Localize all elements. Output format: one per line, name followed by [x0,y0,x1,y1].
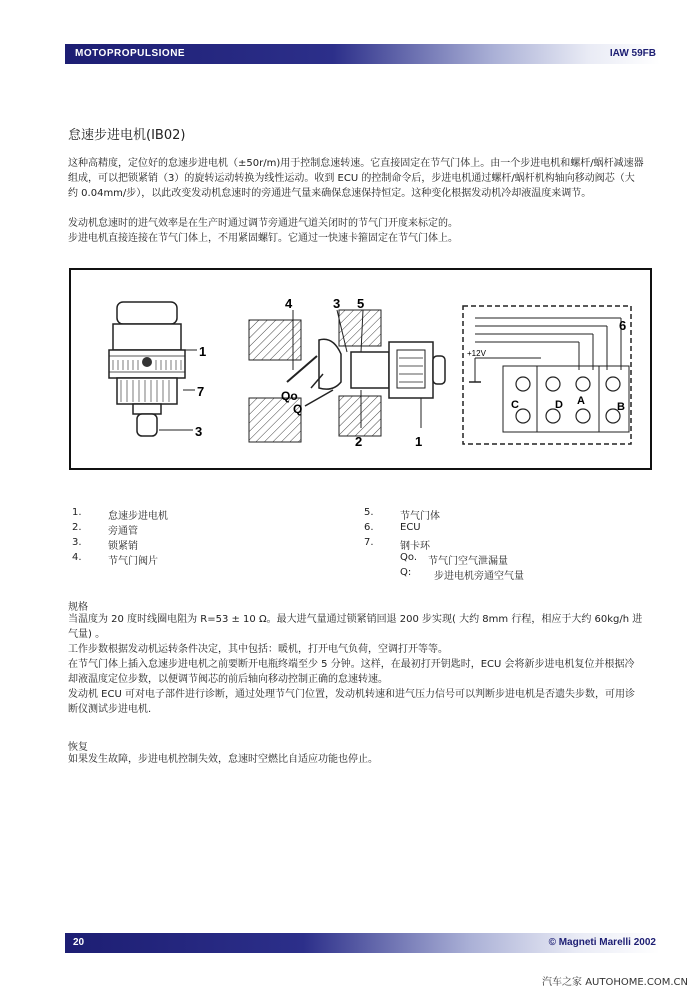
legend-num-5: 5. [364,507,374,518]
label-1: 1 [199,344,207,359]
legend-text-q: 步进电机旁通空气量 [434,571,524,582]
legend-num-1: 1. [72,507,82,518]
label-2: 2 [355,434,363,449]
specs-line-1: 当温度为 20 度时线圈电阻为 R=53 ± 10 Ω。最大进气量通过锁紧销回退 200 步实现( 大约 8mm 行程，相应于大约 60kg/h 进气量) 。 [68,614,643,640]
legend-text-3: 锁紧销 [108,541,138,552]
footer-bar [65,933,660,953]
ecu-wiring-diagram [463,306,631,444]
page-title: 怠速步进电机(IB02) [68,128,186,143]
intro-paragraph-1: 这种高精度，定位好的怠速步进电机（±50r/m)用于控制怠速转速。它直接固定在节气门体上。由一个步进电机和螺杆/蜗杆减速器组成，可以把锁紧销（3）的旋转运动转换为线性运动。收到 ECU 的控制命令后，步进电机通过螺杆/蜗杆机构轴向移动阀芯（大约 0.04mm/步），以此改变发动机怠速时的旁通进气量来确保怠速保持恒定。这种变化根据发动机冷却液温度来调节。 [68,158,644,199]
specs-line-2: 工作步数根据发动机运转条件决定，其中包括：暖机，打开电气负荷，空调打开等等。 [68,644,448,655]
label-3b: 3 [333,296,341,311]
label-b: B [617,401,625,413]
legend-num-7: 7. [364,537,374,548]
legend-num-3: 3. [72,537,82,548]
legend-text-6: ECU [400,522,421,533]
label-d: D [555,399,563,411]
legend-text-5: 节气门体 [400,511,440,522]
section-title: MOTOPROPULSIONE [75,48,186,59]
legend-text-7: 钢卡环 [400,541,430,552]
specs-heading: 规格 [68,602,88,613]
document-code: IAW 59FB [609,48,656,59]
specs-line-3: 在节气门体上插入怠速步进电机之前要断开电瓶终端至少 5 分钟。这样，在最初打开钥匙时，ECU 会将新步进电机复位并根据冷却液温度定位步数，以便调节阀芯的前后轴向移动控制正确的怠速转速。 [68,659,635,685]
idle-stepper-figure [69,268,652,470]
watermark: 汽车之家 AUTOHOME.COM.CN [542,977,688,988]
legend-num-q: Q: [400,567,412,578]
label-4: 4 [285,296,293,311]
legend-num-6: 6. [364,522,374,533]
label-3: 3 [195,424,203,439]
intro-paragraph-3: 步进电机直接连接在节气门体上，不用紧固螺钉。它通过一快速卡箍固定在节气门体上。 [68,233,458,244]
legend-text-4: 节气门阀片 [108,556,158,567]
label-a: A [577,395,585,407]
specs-line-4: 发动机 ECU 可对电子部件进行诊断，通过处理节气门位置，发动机转速和进气压力信号可以判断步进电机是否遗失步数，可用诊断仪测试步进电机. [68,689,635,715]
throttle-body-section [249,310,445,442]
label-7: 7 [197,384,205,399]
label-5: 5 [357,296,365,311]
header-bar [65,44,660,64]
label-12v: +12V [467,349,486,358]
figure-drawing [71,270,650,468]
label-6: 6 [619,318,627,333]
label-1b: 1 [415,434,423,449]
copyright: © Magneti Marelli 2002 [548,937,656,948]
page-number: 20 [73,937,85,948]
recovery-text: 如果发生故障，步进电机控制失效，怠速时空燃比自适应功能也停止。 [68,754,378,765]
legend-text-qo: 节气门空气泄漏量 [428,556,508,567]
legend-text-2: 旁通管 [108,526,138,537]
legend-num-2: 2. [72,522,82,533]
legend-num-qo: Qo. [400,552,417,563]
intro-paragraph-2: 发动机怠速时的进气效率是在生产时通过调节旁通进气道关闭时的节气门开度来标定的。 [68,218,458,229]
label-q: Q [293,402,303,416]
legend-text-1: 怠速步进电机 [108,511,168,522]
stepper-motor-drawing [109,302,197,436]
label-c: C [511,399,519,411]
label-qo: Qo [281,389,298,403]
legend-num-4: 4. [72,552,82,563]
recovery-heading: 恢复 [68,742,88,753]
